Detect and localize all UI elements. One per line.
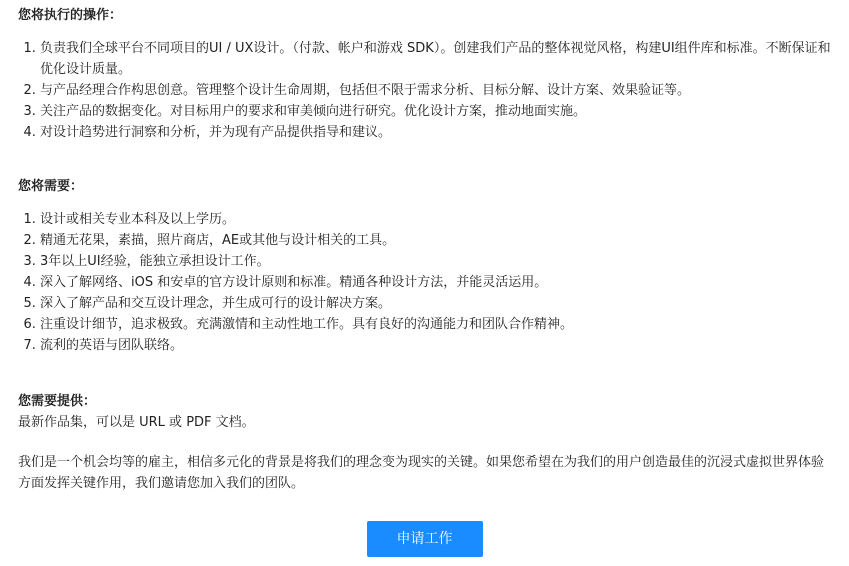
apply-job-button[interactable]: 申请工作 <box>367 521 483 557</box>
provide-title: 您需要提供： <box>18 394 97 409</box>
requirements-list <box>18 209 834 356</box>
provide-section <box>18 391 834 433</box>
tasks-title: 您将执行的操作： <box>18 8 123 23</box>
list-item: 4. 对设计趋势进行洞察和分析，并为现有产品提供指导和建议。 <box>40 122 834 143</box>
tasks-list <box>18 38 834 143</box>
list-item: 2. 精通无花果，素描，照片商店，AE或其他与设计相关的工具。 <box>40 230 834 251</box>
list-item: 7. 流利的英语与团队联络。 <box>40 335 834 356</box>
requirements-section <box>18 176 834 356</box>
list-item: 3. 关注产品的数据变化。对目标用户的要求和审美倾向进行研究。优化设计方案，推动地面实施。 <box>40 101 834 122</box>
list-item: 5. 深入了解产品和交互设计理念，并生成可行的设计解决方案。 <box>40 293 834 314</box>
tasks-section <box>18 5 834 143</box>
provide-text: 最新作品集，可以是 URL 或 PDF 文档。 <box>18 415 255 430</box>
list-item: 1. 设计或相关专业本科及以上学历。 <box>40 209 834 230</box>
list-item: 1. 负责我们全球平台不同项目的UI / UX设计。（付款、帐户和游戏 SDK）。创建我们产品的整体视觉风格，构建UI组件库和标准。不断保证和优化设计质量。 <box>40 38 834 80</box>
list-item: 4. 深入了解网络、iOS 和安卓的官方设计原则和标准。精通各种设计方法，并能灵活运用。 <box>40 272 834 293</box>
list-item: 3. 3年以上UI经验，能独立承担设计工作。 <box>40 251 834 272</box>
apply-button-container <box>0 521 849 557</box>
list-item: 6. 注重设计细节，追求极致。充满激情和主动性地工作。具有良好的沟通能力和团队合作精神。 <box>40 314 834 335</box>
equal-opportunity-paragraph: 我们是一个机会均等的雇主，相信多元化的背景是将我们的理念变为现实的关键。如果您希望在为我们的用户创造最佳的沉浸式虚拟世界体验方面发挥关键作用，我们邀请您加入我们的团队。 <box>18 455 825 491</box>
list-item: 2. 与产品经理合作构思创意。管理整个设计生命周期，包括但不限于需求分析、目标分解、设计方案、效果验证等。 <box>40 80 834 101</box>
requirements-title: 您将需要： <box>18 179 84 194</box>
job-description <box>18 5 834 494</box>
